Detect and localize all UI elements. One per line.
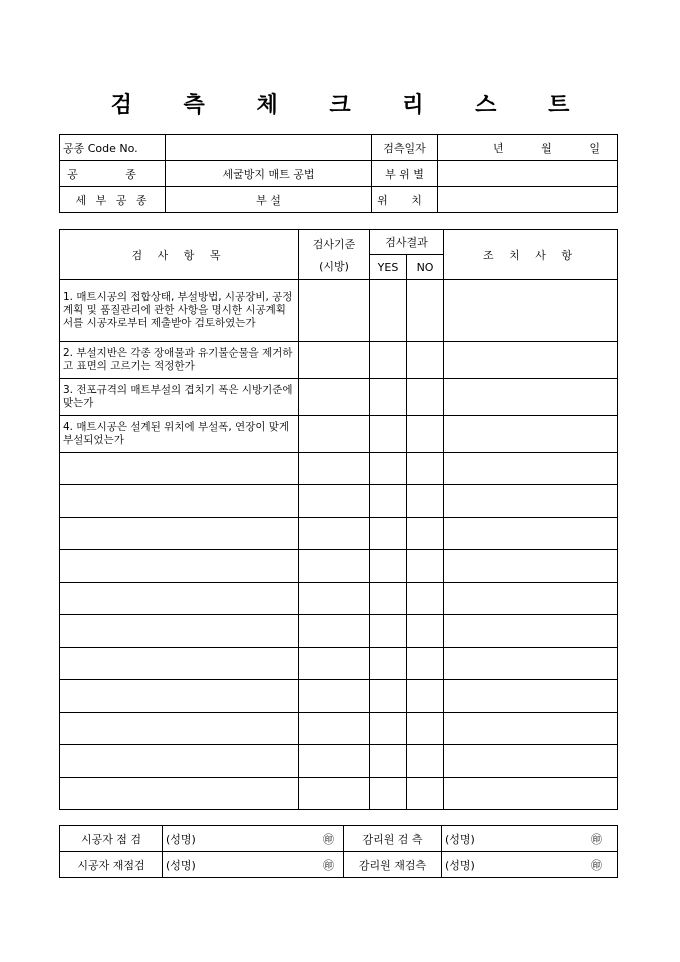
col-result-header: 검사결과 — [370, 230, 444, 255]
date-year: 년 — [493, 141, 504, 155]
contractor-check-name: (성명) — [166, 832, 196, 846]
table-row — [60, 379, 618, 416]
action-cell[interactable] — [444, 745, 618, 778]
item-cell[interactable] — [60, 550, 299, 583]
no-cell[interactable] — [407, 453, 444, 485]
yes-cell[interactable] — [370, 550, 407, 583]
supervisor-recheck-name: (성명) — [445, 858, 475, 872]
no-cell[interactable] — [407, 778, 444, 810]
col-yes-header: YES — [370, 255, 407, 280]
standard-cell[interactable] — [299, 379, 370, 416]
yes-cell[interactable] — [370, 453, 407, 485]
contractor-recheck-label: 시공자 재점검 — [60, 852, 163, 878]
seal-icon: ㊞ — [591, 858, 602, 872]
no-cell[interactable] — [407, 342, 444, 379]
table-row — [60, 518, 618, 550]
standard-cell[interactable] — [299, 615, 370, 648]
action-cell[interactable] — [444, 680, 618, 713]
table-row — [60, 550, 618, 583]
standard-cell[interactable] — [299, 713, 370, 745]
code-value[interactable] — [166, 135, 372, 161]
item-cell[interactable] — [60, 648, 299, 680]
standard-cell[interactable] — [299, 680, 370, 713]
yes-cell[interactable] — [370, 680, 407, 713]
yes-cell[interactable] — [370, 280, 407, 342]
table-row — [60, 713, 618, 745]
code-label: 공종 Code No. — [60, 135, 166, 161]
standard-cell[interactable] — [299, 745, 370, 778]
contractor-check-sign[interactable] — [163, 826, 344, 852]
col-standard-header — [299, 230, 370, 280]
table-row — [60, 648, 618, 680]
date-label: 검측일자 — [372, 135, 438, 161]
no-cell[interactable] — [407, 745, 444, 778]
no-cell[interactable] — [407, 680, 444, 713]
table-row — [60, 745, 618, 778]
action-cell[interactable] — [444, 280, 618, 342]
item-cell[interactable] — [60, 518, 299, 550]
seal-icon: ㊞ — [591, 832, 602, 846]
action-cell[interactable] — [444, 713, 618, 745]
date-day: 일 — [589, 141, 600, 155]
yes-cell[interactable] — [370, 615, 407, 648]
action-cell[interactable] — [444, 453, 618, 485]
no-cell[interactable] — [407, 615, 444, 648]
action-cell[interactable] — [444, 342, 618, 379]
supervisor-check-label: 감리원 검 측 — [344, 826, 442, 852]
standard-cell[interactable] — [299, 453, 370, 485]
action-cell[interactable] — [444, 550, 618, 583]
action-cell[interactable] — [444, 485, 618, 518]
date-value[interactable] — [438, 135, 618, 161]
item-cell[interactable] — [60, 680, 299, 713]
no-cell[interactable] — [407, 518, 444, 550]
no-cell[interactable] — [407, 416, 444, 453]
work-value[interactable]: 세굴방지 매트 공법 — [166, 161, 372, 187]
item-cell[interactable] — [60, 745, 299, 778]
supervisor-check-sign[interactable] — [442, 826, 618, 852]
header-table — [59, 134, 618, 213]
table-row — [60, 342, 618, 379]
col-no-header: NO — [407, 255, 444, 280]
checklist-table — [59, 229, 618, 810]
item-cell[interactable] — [60, 615, 299, 648]
signature-table — [59, 825, 618, 878]
detail-value[interactable]: 부 설 — [166, 187, 372, 213]
table-row — [60, 778, 618, 810]
yes-cell[interactable] — [370, 485, 407, 518]
standard-cell[interactable] — [299, 518, 370, 550]
location-value[interactable] — [438, 187, 618, 213]
standard-cell[interactable] — [299, 648, 370, 680]
table-row — [60, 416, 618, 453]
location-label: 위 치 — [372, 187, 438, 213]
seal-icon: ㊞ — [323, 858, 334, 872]
no-cell[interactable] — [407, 485, 444, 518]
yes-cell[interactable] — [370, 416, 407, 453]
table-row — [60, 680, 618, 713]
action-cell[interactable] — [444, 416, 618, 453]
check-item-1: 1. 매트시공의 접합상태, 부설방법, 시공장비, 공정 계획 및 품질관리에 관한 사항을 명시한 시공계획서를 시공자로부터 제출받아 검토하였는가 — [63, 291, 293, 329]
no-cell[interactable] — [407, 583, 444, 615]
col-standard-label: 검사기준 — [312, 237, 356, 251]
work-label: 공 종 — [60, 161, 166, 187]
check-item-3: 3. 전포규격의 매트부설의 겹치기 폭은 시방기준에 맞는가 — [63, 384, 293, 409]
supervisor-recheck-label: 감리원 재검측 — [344, 852, 442, 878]
no-cell[interactable] — [407, 713, 444, 745]
table-row — [60, 453, 618, 485]
yes-cell[interactable] — [370, 518, 407, 550]
table-row — [60, 615, 618, 648]
check-item-2: 2. 부설지반은 각종 장애물과 유기불순물을 제거하고 표면의 고르기는 적정한가 — [63, 347, 293, 372]
no-cell[interactable] — [407, 280, 444, 342]
table-row — [60, 583, 618, 615]
col-standard-sub: (시방) — [319, 259, 349, 273]
standard-cell[interactable] — [299, 416, 370, 453]
action-cell[interactable] — [444, 583, 618, 615]
item-cell[interactable] — [60, 778, 299, 810]
yes-cell[interactable] — [370, 713, 407, 745]
standard-cell[interactable] — [299, 583, 370, 615]
yes-cell[interactable] — [370, 342, 407, 379]
standard-cell[interactable] — [299, 342, 370, 379]
table-row — [60, 280, 618, 342]
check-item-4: 4. 매트시공은 설계된 위치에 부설폭, 연장이 맞게 부설되었는가 — [63, 421, 290, 446]
part-label: 부 위 별 — [372, 161, 438, 187]
supervisor-recheck-sign[interactable] — [442, 852, 618, 878]
yes-cell[interactable] — [370, 648, 407, 680]
contractor-recheck-sign[interactable] — [163, 852, 344, 878]
yes-cell[interactable] — [370, 745, 407, 778]
no-cell[interactable] — [407, 379, 444, 416]
col-action-header: 조 치 사 항 — [444, 230, 618, 280]
yes-cell[interactable] — [370, 778, 407, 810]
detail-label: 세 부 공 종 — [60, 187, 166, 213]
contractor-recheck-name: (성명) — [166, 858, 196, 872]
table-row — [60, 485, 618, 518]
standard-cell[interactable] — [299, 485, 370, 518]
date-month: 월 — [541, 141, 552, 155]
item-cell[interactable] — [60, 583, 299, 615]
supervisor-check-name: (성명) — [445, 832, 475, 846]
no-cell[interactable] — [407, 648, 444, 680]
standard-cell[interactable] — [299, 280, 370, 342]
yes-cell[interactable] — [370, 583, 407, 615]
action-cell[interactable] — [444, 379, 618, 416]
standard-cell[interactable] — [299, 778, 370, 810]
page-title: 검 측 체 크 리 스 트 — [110, 92, 592, 118]
item-cell[interactable] — [60, 713, 299, 745]
action-cell[interactable] — [444, 778, 618, 810]
contractor-check-label: 시공자 점 검 — [60, 826, 163, 852]
col-item-header: 검 사 항 목 — [60, 230, 299, 280]
item-cell[interactable] — [60, 485, 299, 518]
seal-icon: ㊞ — [323, 832, 334, 846]
action-cell[interactable] — [444, 648, 618, 680]
action-cell[interactable] — [444, 518, 618, 550]
part-value[interactable] — [438, 161, 618, 187]
action-cell[interactable] — [444, 615, 618, 648]
standard-cell[interactable] — [299, 550, 370, 583]
item-cell[interactable] — [60, 453, 299, 485]
yes-cell[interactable] — [370, 379, 407, 416]
no-cell[interactable] — [407, 550, 444, 583]
